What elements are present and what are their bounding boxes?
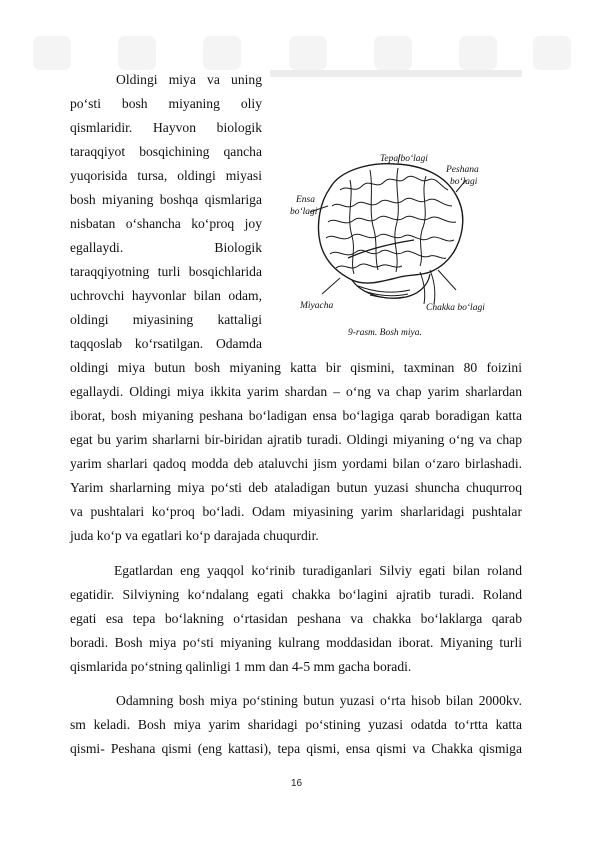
label-ensa-2: bo‘lagi bbox=[290, 207, 318, 217]
figure-caption: 9-rasm. Bosh miya. bbox=[348, 328, 422, 338]
paragraph-line: yarim sharlari qadoq modda deb ataluvchi jism yordami bilan o‘zaro birlashadi. bbox=[70, 456, 522, 471]
watermark-mark bbox=[533, 36, 571, 70]
left-column-line: taraqqiyotning turli bosqichlarida bbox=[70, 264, 262, 279]
left-column-line: nisbatan o‘shancha ko‘proq joy bbox=[70, 216, 262, 231]
label-chakka: Chakka bo‘lagi bbox=[426, 303, 485, 313]
paragraph-line: egallaydi. Oldingi miya ikkita yarim shardan – o‘ng va chap yarim sharlardan bbox=[70, 384, 522, 399]
left-column-line: po‘sti bosh miyaning oliy bbox=[70, 96, 262, 111]
label-ensa-1: Ensa bbox=[296, 195, 315, 205]
paragraph-line: egati esa tepa bo‘lakning o‘rtasidan peshana va chakka bo‘laklarga qarab bbox=[70, 611, 522, 626]
left-column-line: yuqorisida tursa, oldingi miyasi bbox=[70, 168, 262, 183]
label-miyacha: Miyacha bbox=[300, 301, 334, 311]
label-peshana-1: Peshana bbox=[446, 165, 479, 175]
paragraph-line: oldingi miya butun bosh miyaning katta bir qismini, taxminan 80 foizini bbox=[70, 360, 522, 375]
label-tepa: Tepa bo‘lagi bbox=[380, 154, 428, 164]
paragraph-line: juda ko‘p va egatlari ko‘p darajada chuqurdir. bbox=[70, 528, 319, 543]
page-number: 16 bbox=[291, 778, 303, 789]
left-column-line: Oldingi miya va uning bbox=[116, 72, 262, 87]
paragraph-line: Egatlardan eng yaqqol ko‘rinib turadiganlari Silviy egati bilan roland bbox=[114, 563, 522, 578]
left-column-line: taraqqiyot bosqichining qancha bbox=[70, 144, 262, 159]
watermark-mark bbox=[289, 36, 327, 70]
left-column-line: bosh miyaning boshqa qismlariga bbox=[70, 192, 262, 207]
paragraph-line: qismlarida po‘stning qalinligi 1 mm dan 4-5 mm gacha boradi. bbox=[70, 659, 412, 674]
paragraph-line: qismi- Peshana qismi (eng kattasi), tepa qismi, ensa qismi va Chakka qismiga bbox=[70, 741, 522, 756]
paragraph-line: sm keladi. Bosh miya yarim sharidagi po‘stining yuzasi odatda to‘rtta katta bbox=[70, 717, 522, 732]
watermark-mark bbox=[118, 36, 156, 70]
left-column-line: taqqoslab ko‘rsatilgan. Odamda bbox=[70, 336, 262, 351]
left-column-line: egallaydi. Biologik bbox=[70, 240, 262, 255]
left-column-line: qismlaridir. Hayvon biologik bbox=[70, 120, 262, 135]
paragraph-line: egat bu yarim sharlarni bir-biridan ajratib turadi. Oldingi miyaning o‘ng va chap bbox=[70, 432, 522, 447]
watermark-mark bbox=[33, 36, 71, 70]
paragraph-line: egatidir. Silviyning ko‘ndalang egati chakka bo‘lagini ajratib turadi. Roland bbox=[70, 587, 522, 602]
watermark-mark bbox=[374, 36, 412, 70]
left-column-line: uchrovchi hayvonlar bilan odam, bbox=[70, 288, 262, 303]
paragraph-line: Yarim sharlarning miya po‘sti deb ataladigan butun yuzasi shuncha chuqurroq bbox=[70, 480, 522, 495]
left-column-line: oldingi miyasining kattaligi bbox=[70, 312, 262, 327]
watermark-mark bbox=[203, 36, 241, 70]
figure-top-rule bbox=[270, 70, 522, 77]
watermark-mark bbox=[459, 36, 497, 70]
label-peshana-2: bo‘lagi bbox=[450, 177, 478, 187]
paragraph-line: va pushtalari ko‘proq bo‘ladi. Odam miyasining yarim sharlaridagi pushtalar bbox=[70, 504, 522, 519]
brain-figure bbox=[270, 140, 522, 345]
paragraph-line: boradi. Bosh miya po‘sti miyaning kulrang moddasidan iborat. Miyaning turli bbox=[70, 635, 522, 650]
paragraph-line: iborat, bosh miyaning peshana bo‘ladigan ensa bo‘lagiga qarab boradigan katta bbox=[70, 408, 522, 423]
paragraph-line: Odamning bosh miya po‘stining butun yuzasi o‘rta hisob bilan 2000kv. bbox=[116, 693, 522, 708]
